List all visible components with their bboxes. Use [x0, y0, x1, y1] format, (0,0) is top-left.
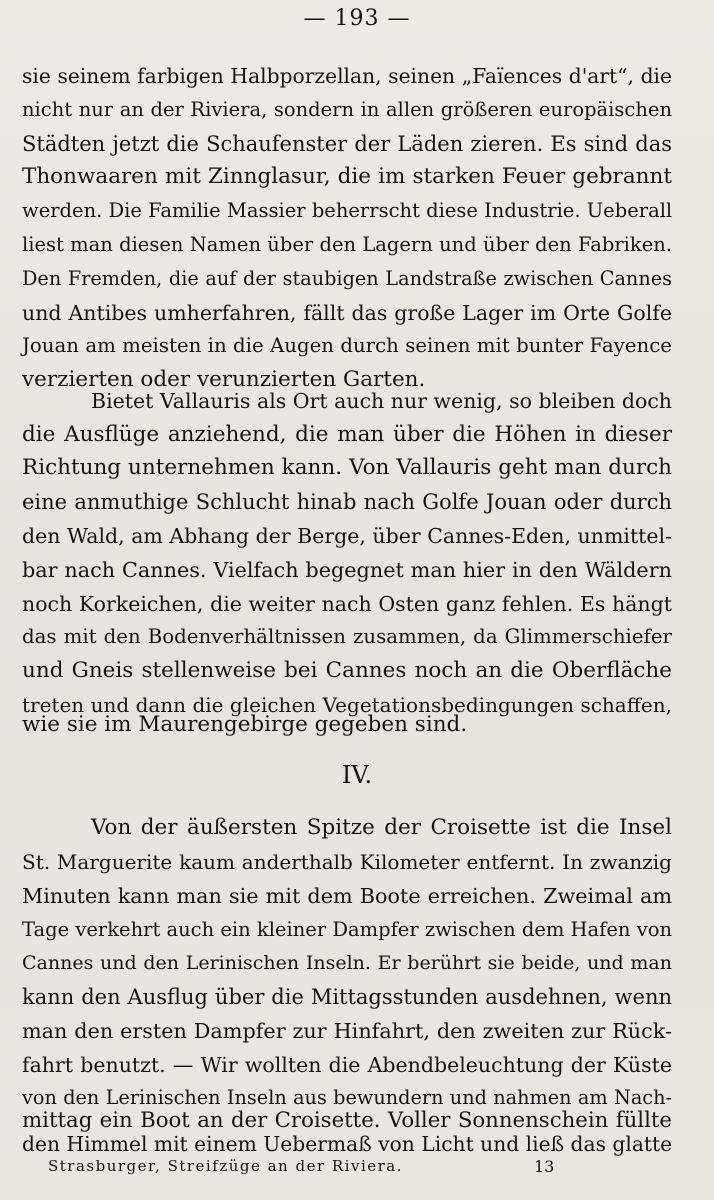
text-line: wie sie im Maurengebirge gegeben sind. — [22, 712, 468, 737]
text-line: eine anmuthige Schlucht hinab nach Golfe Jouan oder durch — [22, 490, 672, 514]
page-number-header: — 193 — — [303, 6, 411, 31]
footer-sheet-number: 13 — [534, 1157, 555, 1176]
text-line: mittag ein Boot an der Croisette. Voller Sonnenschein füllte — [22, 1108, 672, 1133]
text-line: die Ausflüge anziehend, die man über die Höhen in dieser — [22, 422, 672, 447]
section-heading: IV. — [341, 761, 373, 789]
text-line: und Gneis stellenweise bei Cannes noch an die Oberfläche — [22, 658, 672, 683]
text-line: treten und dann die gleichen Vegetationsbedingungen schaffen, — [22, 693, 672, 717]
text-line: Bietet Vallauris als Ort auch nur wenig, so bleiben doch — [91, 389, 672, 413]
text-line: fahrt benutzt. — Wir wollten die Abendbeleuchtung der Küste — [22, 1053, 672, 1077]
text-line: das mit den Bodenverhältnissen zusammen, da Glimmerschiefer — [22, 625, 672, 648]
text-line: Den Fremden, die auf der staubigen Landstraße zwischen Cannes — [22, 267, 672, 290]
text-line: nicht nur an der Riviera, sondern in allen größeren europäischen — [22, 98, 672, 121]
footer-signature: Strasburger, Streifzüge an der Riviera. — [48, 1157, 404, 1175]
text-line: St. Marguerite kaum anderthalb Kilometer entfernt. In zwanzig — [22, 850, 672, 874]
text-line: sie seinem farbigen Halbporzellan, seinen „Faïences d'art“, die — [22, 64, 672, 88]
text-line: Städten jetzt die Schaufenster der Läden zieren. Es sind das — [22, 132, 672, 156]
text-line: den Wald, am Abhang der Berge, über Cannes-Eden, unmittel- — [22, 524, 673, 548]
text-line: Von der äußersten Spitze der Croisette ist die Insel — [91, 815, 672, 840]
text-line: kann den Ausflug über die Mittagsstunden ausdehnen, wenn — [22, 985, 672, 1009]
text-line: und Antibes umherfahren, fällt das große Lager im Orte Golfe — [22, 301, 672, 325]
text-line: Jouan am meisten in die Augen durch seinen mit bunter Fayence — [22, 334, 672, 357]
text-line: den Himmel mit einem Uebermaß von Licht und ließ das glatte — [22, 1132, 673, 1156]
text-line: verzierten oder verunzierten Garten. — [22, 367, 426, 392]
text-line: liest man diesen Namen über den Lagern und über den Fabriken. — [22, 233, 672, 256]
text-line: bar nach Cannes. Vielfach begegnet man hier in den Wäldern — [22, 558, 672, 582]
text-line: Minuten kann man sie mit dem Boote erreichen. Zweimal am — [22, 884, 672, 908]
text-line: noch Korkeichen, die weiter nach Osten ganz fehlen. Es hängt — [22, 592, 672, 616]
text-line: man den ersten Dampfer zur Hinfahrt, den zweiten zur Rück- — [22, 1019, 672, 1043]
text-line: werden. Die Familie Massier beherrscht diese Industrie. Ueberall — [22, 199, 673, 222]
text-line: Tage verkehrt auch ein kleiner Dampfer zwischen dem Hafen von — [22, 918, 673, 941]
text-line: Richtung unternehmen kann. Von Vallauris geht man durch — [22, 455, 672, 480]
text-line: Cannes und den Lerinischen Inseln. Er berührt sie beide, und man — [22, 952, 672, 974]
text-line: von den Lerinischen Inseln aus bewundern und nahmen am Nach- — [22, 1086, 672, 1109]
text-line: Thonwaaren mit Zinnglasur, die im starken Feuer gebrannt — [22, 164, 672, 189]
